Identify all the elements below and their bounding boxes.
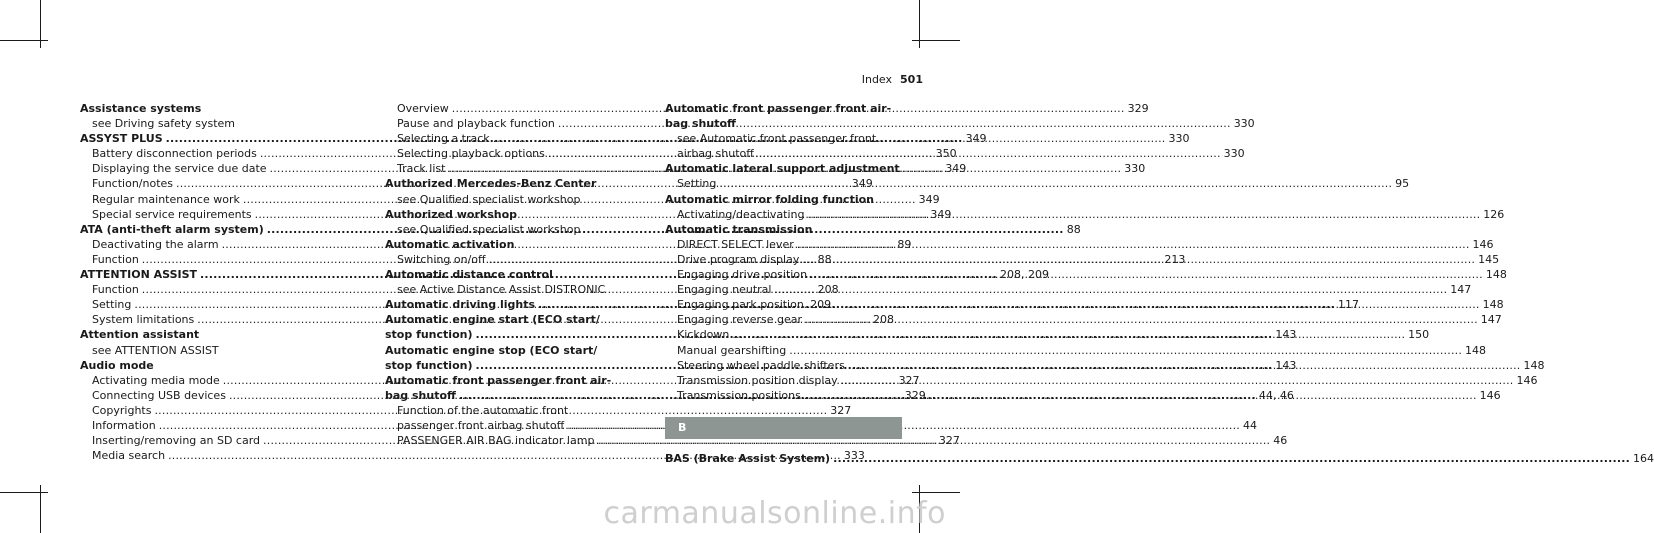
entry-text: Setting	[92, 298, 132, 312]
index-heading: Authorized Mercedes-Benz Center	[385, 177, 597, 191]
index-heading: Assistance systems	[80, 102, 202, 115]
page-reference: 148	[1482, 298, 1504, 312]
entry-text: Copyrights	[92, 403, 152, 417]
index-heading: Automatic distance control	[385, 268, 553, 282]
page-reference: 330	[1168, 132, 1190, 146]
dot-leader	[794, 237, 1473, 252]
entry-text: Pause and playback function	[397, 117, 555, 131]
index-subentry: airbag shutoff	[677, 147, 754, 161]
entry-text: System limitations	[92, 313, 195, 327]
entry-text: Activating/deactivating	[677, 207, 805, 221]
page-reference: 329	[1127, 102, 1149, 115]
page-reference: 208	[817, 283, 839, 297]
index-heading: Automatic engine stop (ECO start/	[385, 343, 598, 357]
crop-mark	[912, 492, 960, 493]
dot-leader	[804, 297, 1483, 312]
page-reference: 349	[965, 132, 987, 146]
entry-text: Switching on/off	[397, 252, 486, 266]
page-reference: 146	[1479, 388, 1501, 402]
entry-text: Kickdown	[677, 328, 730, 342]
page-reference: 126	[1483, 207, 1505, 221]
page-reference: 143	[1275, 358, 1297, 372]
page-reference: 330	[1233, 117, 1255, 131]
index-subentry: see Qualified specialist workshop	[397, 192, 581, 206]
entry-text: ASSYST PLUS	[80, 132, 163, 146]
entry-text: Drive program display	[677, 252, 800, 266]
index-heading-entry	[665, 451, 1654, 466]
entry-text: Inserting/removing an SD card	[92, 434, 261, 448]
page-reference: 147	[1450, 283, 1472, 297]
page-reference: 330	[1124, 162, 1146, 176]
dot-leader	[838, 373, 1517, 388]
page-reference: 46	[1273, 434, 1288, 448]
entry-text: Media search	[92, 449, 166, 463]
page-reference: 208	[873, 313, 895, 327]
page-reference: 209	[810, 298, 832, 312]
page-reference: 349	[930, 207, 952, 221]
index-subentry: see Qualified specialist workshop	[397, 222, 581, 236]
entry-text: Function	[92, 283, 139, 297]
dot-leader	[771, 282, 1450, 297]
index-subentry	[665, 343, 1487, 358]
dot-leader	[805, 207, 1484, 222]
page-header	[862, 73, 923, 86]
index-heading: Automatic engine start (ECO start/	[385, 313, 600, 327]
index-heading: Authorized workshop	[385, 207, 518, 221]
page-reference: 147	[1480, 313, 1502, 327]
entry-text: Information	[92, 418, 156, 432]
entry-text: ATA (anti-theft alarm system)	[80, 222, 264, 236]
page-reference: 330	[1223, 147, 1245, 161]
page-reference: 148	[1485, 268, 1507, 282]
page-reference: 88	[817, 252, 832, 266]
entry-text: DIRECT SELECT lever	[677, 237, 794, 251]
page-reference: 146	[1472, 237, 1494, 251]
entry-text: passenger front airbag shutoff	[397, 418, 565, 432]
section-letter-bar: B	[665, 417, 902, 439]
entry-text: Automatic driving lights	[385, 298, 536, 312]
index-subentry: see Driving safety system	[92, 117, 236, 131]
entry-text: Selecting playback options	[397, 147, 545, 161]
page-reference: 44	[1242, 418, 1257, 432]
entry-text: Track list	[397, 162, 446, 176]
dot-leader	[799, 252, 1478, 267]
entry-text: Steering wheel paddle shifters	[677, 358, 845, 372]
index-heading: Audio mode	[80, 358, 154, 372]
index-subentry: see Active Distance Assist DISTRONIC	[397, 283, 606, 297]
index-heading: Attention assistant	[80, 328, 200, 342]
dot-leader	[830, 451, 1633, 466]
page-number: 501	[900, 73, 923, 86]
page-reference: 117	[1337, 298, 1359, 312]
page-reference: 145	[1478, 252, 1500, 266]
index-subentry	[665, 176, 1410, 191]
page-reference: 349	[945, 162, 967, 176]
entry-text: Transmission position display	[677, 373, 838, 387]
entry-text: Regular maintenance work	[92, 192, 240, 206]
entry-text: Displaying the service due date	[92, 162, 267, 176]
entry-text: Manual gearshifting	[677, 343, 787, 357]
crop-mark	[912, 40, 960, 41]
page-reference: 350	[935, 147, 957, 161]
page-reference: 95	[1395, 177, 1410, 191]
entry-text: Special service requirements	[92, 207, 252, 221]
dot-leader	[802, 312, 1481, 327]
entry-text: stop function)	[385, 358, 473, 372]
page-reference: 88	[1066, 222, 1081, 236]
page-reference: 327	[938, 434, 960, 448]
page-reference: 44, 46	[1258, 388, 1294, 402]
page-reference: 327	[898, 373, 920, 387]
index-heading: Automatic activation	[385, 237, 515, 251]
entry-text: BAS (Brake Assist System)	[665, 451, 831, 465]
dot-leader	[845, 358, 1524, 373]
index-heading: Automatic front passenger front air-	[385, 373, 612, 387]
page-reference: 150	[1408, 328, 1430, 342]
page-reference: 164	[1633, 451, 1654, 465]
entry-text: Engaging reverse gear	[677, 313, 802, 327]
index-heading: Automatic front passenger front air-	[665, 102, 892, 115]
index-heading: Automatic mirror folding function	[665, 192, 874, 206]
crop-mark	[0, 492, 48, 493]
index-subentry: Function of the automatic front	[397, 403, 569, 417]
entry-text: Deactivating the alarm	[92, 237, 219, 251]
index-heading: Automatic transmission	[665, 222, 813, 236]
index-subentry: see ATTENTION ASSIST	[92, 343, 219, 357]
dot-leader	[786, 343, 1465, 358]
page-reference: 148	[1465, 343, 1487, 357]
entry-text: ATTENTION ASSIST	[80, 268, 198, 282]
crop-mark	[0, 40, 48, 41]
entry-text: Activating media mode	[92, 373, 220, 387]
index-heading: bag shutoff	[665, 117, 736, 131]
page-reference: 148	[1523, 358, 1545, 372]
page-reference: 349	[918, 192, 940, 206]
dot-leader	[801, 388, 1480, 403]
index-heading: Automatic lateral support adjustment	[665, 162, 900, 176]
page-reference: 329	[904, 388, 926, 402]
index-subentry	[385, 418, 1257, 433]
dot-leader	[729, 327, 1408, 342]
page-reference: 213	[1164, 252, 1186, 266]
entry-text: bag shutoff	[385, 388, 456, 402]
entry-text: Transmission positions	[677, 388, 801, 402]
entry-text: stop function)	[385, 328, 473, 342]
page-reference: 327	[830, 403, 852, 417]
entry-text: Battery disconnection periods	[92, 147, 257, 161]
entry-text: Selecting a track	[397, 132, 490, 146]
page-reference: 333	[843, 449, 865, 463]
page-reference: 349	[851, 177, 873, 191]
index-subentry	[665, 312, 1502, 327]
page-reference: 89	[897, 237, 912, 251]
entry-text: Overview	[397, 102, 449, 115]
watermark: carmanualsonline.info	[603, 496, 946, 531]
dot-leader	[716, 176, 1395, 191]
entry-text: Function/notes	[92, 177, 174, 191]
index-subentry: see Automatic front passenger front	[677, 132, 877, 146]
entry-text: Engaging drive position	[677, 268, 808, 282]
index-subentry	[80, 418, 317, 433]
entry-text: PASSENGER AIR BAG indicator lamp	[397, 434, 595, 448]
page-reference: 208, 209	[999, 268, 1049, 282]
page-reference: 146	[1516, 373, 1538, 387]
section-title: Index	[861, 73, 893, 86]
index-subentry	[665, 282, 1472, 297]
dot-leader	[807, 267, 1486, 282]
entry-text: Setting	[677, 177, 717, 191]
entry-text: Function	[92, 252, 139, 266]
entry-text: Engaging park position	[677, 298, 804, 312]
entry-text: Engaging neutral	[677, 283, 772, 297]
page-reference: 143	[1275, 328, 1297, 342]
entry-text: Connecting USB devices	[92, 388, 226, 402]
